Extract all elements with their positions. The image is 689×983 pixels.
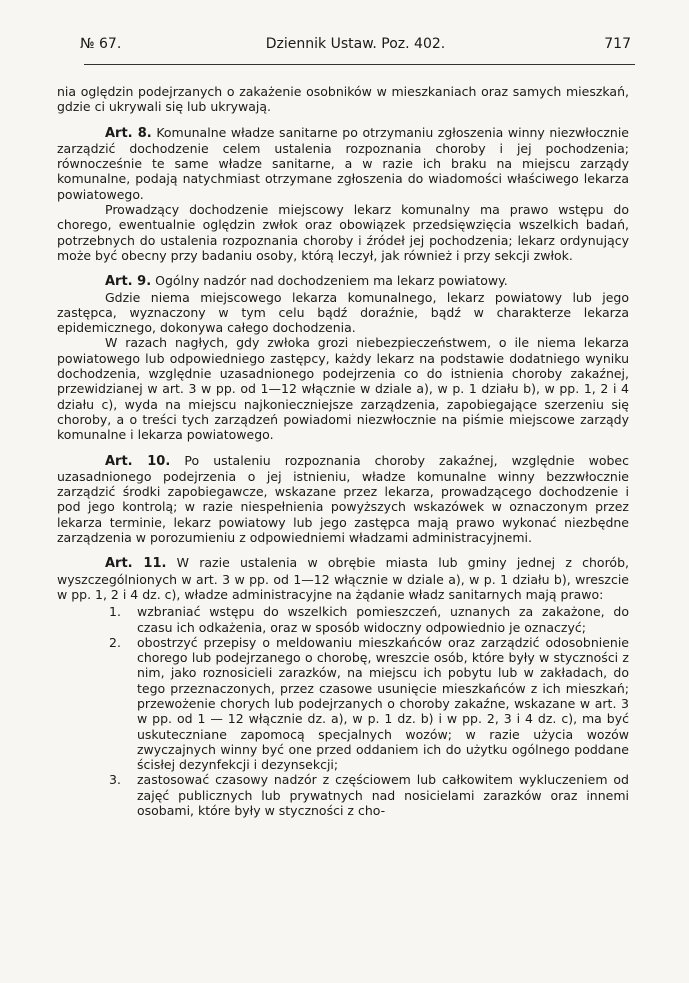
item-number: 1. [109, 604, 121, 620]
item-text: obostrzyć przepisy o meldowaniu mieszkańców oraz zarządzić odosobnienie chorego lub podejrzanego o chorobę, wreszcie osób, które były w styczności z nim, jako roznosicieli zarazków, na miejscu ich pobytu lub w zakładach, do tego przeznaczonych, przez czasowe usunięcie mieszkańców z ich mieszkań; przewożenie chorych lub podejrzanych o choroby zakaźne, wskazane w art. 3 w pp. od 1 — 12 włącznie dz. a), w p. 1 dz. b) i w pp. 2, 3 i 4 dz. c), ma być uskuteczniane zapomocą specjalnych wozów; w razie użycia wozów zwyczajnych winny być one przed oddaniem ich do użytku ogólnego poddane ścisłej dezynfekcji i dezynsekcji; [137, 634, 629, 773]
art11-item-list [57, 604, 629, 818]
art9-paragraph-2: Gdzie niema miejscowego lekarza komunalnego, lekarz powiatowy lub jego zastępca, wyznaczony w tym celu bądź doraźnie, bądź w charakterze lekarza epidemicznego, dokonywa całego dochodzenia. [57, 289, 629, 336]
art9-paragraph-1 [57, 273, 629, 289]
art10-text-1: Po ustaleniu rozpoznania choroby zakaźnej, względnie wobec uzasadnionego podejrzenia o jej istnieniu, władze komunalne winny bezzwłocznie zarządzić środki zapobiegawcze, wskazane przez lekarza, prowadzącego dochodzenie i pod jego kontrolą; w razie niespełnienia powyższych wskazówek w oznaczonym przez lekarza terminie, lekarz powiatowy lub jego zastępca mają prawo wykonać niezbędne zarządzenia w porozumieniu z odpowiedniemi władzami administracyjnemi. [57, 452, 629, 546]
art9-label: Art. 9. [105, 274, 152, 290]
page-header [80, 36, 631, 58]
art8-paragraph-1 [57, 125, 629, 202]
art9-paragraph-3: W razach nagłych, gdy zwłoka grozi niebezpieczeństwem, o ile niema lekarza powiatowego lub odpowiedniego zastępcy, każdy lekarz na podstawie dodatniego wyniku dochodzenia, względnie uzasadnionego podejrzenia co do istnienia choroby zakaźnej, przewidzianej w art. 3 w pp. od 1—12 włącznie w dziale a), w p. 1 działu b), w pp. 1, 2 i 4 działu c), wyda na miejscu najkonieczniejsze zarządzenia, zapobiegające szerzeniu się choroby, a o treści tych zarządzeń powiadomi niezwłocznie na piśmie miejscowe zarządy komunalne i lekarza powiatowego. [57, 335, 629, 443]
art11-label: Art. 11. [105, 556, 167, 572]
art8-paragraph-2: Prowadzący dochodzenie miejscowy lekarz komunalny ma prawo wstępu do chorego, ewentualnie oględzin zwłok oraz obowiązek przedsięwzięcia wszelkich badań, potrzebnych do ustalenia rozpoznania choroby i źródeł jej pochodzenia; lekarz ordynujący może być obecny przy badaniu osoby, którą leczył, jak również i przy sekcji zwłok. [57, 202, 629, 263]
header-rule [84, 64, 635, 65]
item-number: 2. [109, 634, 121, 650]
list-item [57, 772, 629, 818]
art9-text-1: Ogólny nadzór nad dochodzeniem ma lekarz powiatowy. [155, 273, 508, 289]
issue-number: № 67. [80, 36, 122, 52]
item-number: 3. [109, 772, 121, 788]
page-number: 717 [604, 36, 631, 52]
list-item [57, 604, 629, 635]
list-item [57, 635, 629, 773]
art11-text-1: W razie ustalenia w obrębie miasta lub gminy jednej z chorób, wyszczególnionych w art. 3 w pp. od 1—12 włącznie w dziale a), w p. 1 działu b), wreszcie w pp. 1, 2 i 4 dz. c), władze administracyjne na żądanie władz sanitarnych mają prawo: [57, 555, 629, 602]
art10-label: Art. 10. [105, 453, 171, 469]
art8-text-1: Komunalne władze sanitarne po otrzymaniu zgłoszenia winny niezwłocznie zarządzić dochodzenie celem ustalenia rozpoznania choroby i jej pochodzenia; równocześnie te same władze sanitarne, a w razie ich braku na miejscu zarządy komunalne, podają natychmiast otrzymane zgłoszenia do wiadomości właściwego lekarza powiatowego. [57, 124, 629, 202]
item-text: zastosować czasowy nadzór z częściowem lub całkowitem wykluczeniem od zajęć publicznych lub prywatnych nad nosicielami zarazków oraz innemi osobami, które były w styczności z cho- [137, 772, 629, 819]
document-body [57, 84, 629, 818]
item-text: wzbraniać wstępu do wszelkich pomieszczeń, uznanych za zakażone, do czasu ich odkażenia, oraz w sposób widoczny odpowiednio je oznaczyć; [137, 604, 629, 635]
art10-paragraph-1 [57, 453, 629, 546]
art8-label: Art. 8. [105, 125, 152, 141]
art11-paragraph-1 [57, 555, 629, 602]
intro-paragraph: nia oględzin podejrzanych o zakażenie osobników w mieszkaniach oraz samych mieszkań, gdzie ci ukrywali się lub ukrywają. [57, 84, 629, 115]
running-title: Dziennik Ustaw. Poz. 402. [265, 36, 446, 52]
